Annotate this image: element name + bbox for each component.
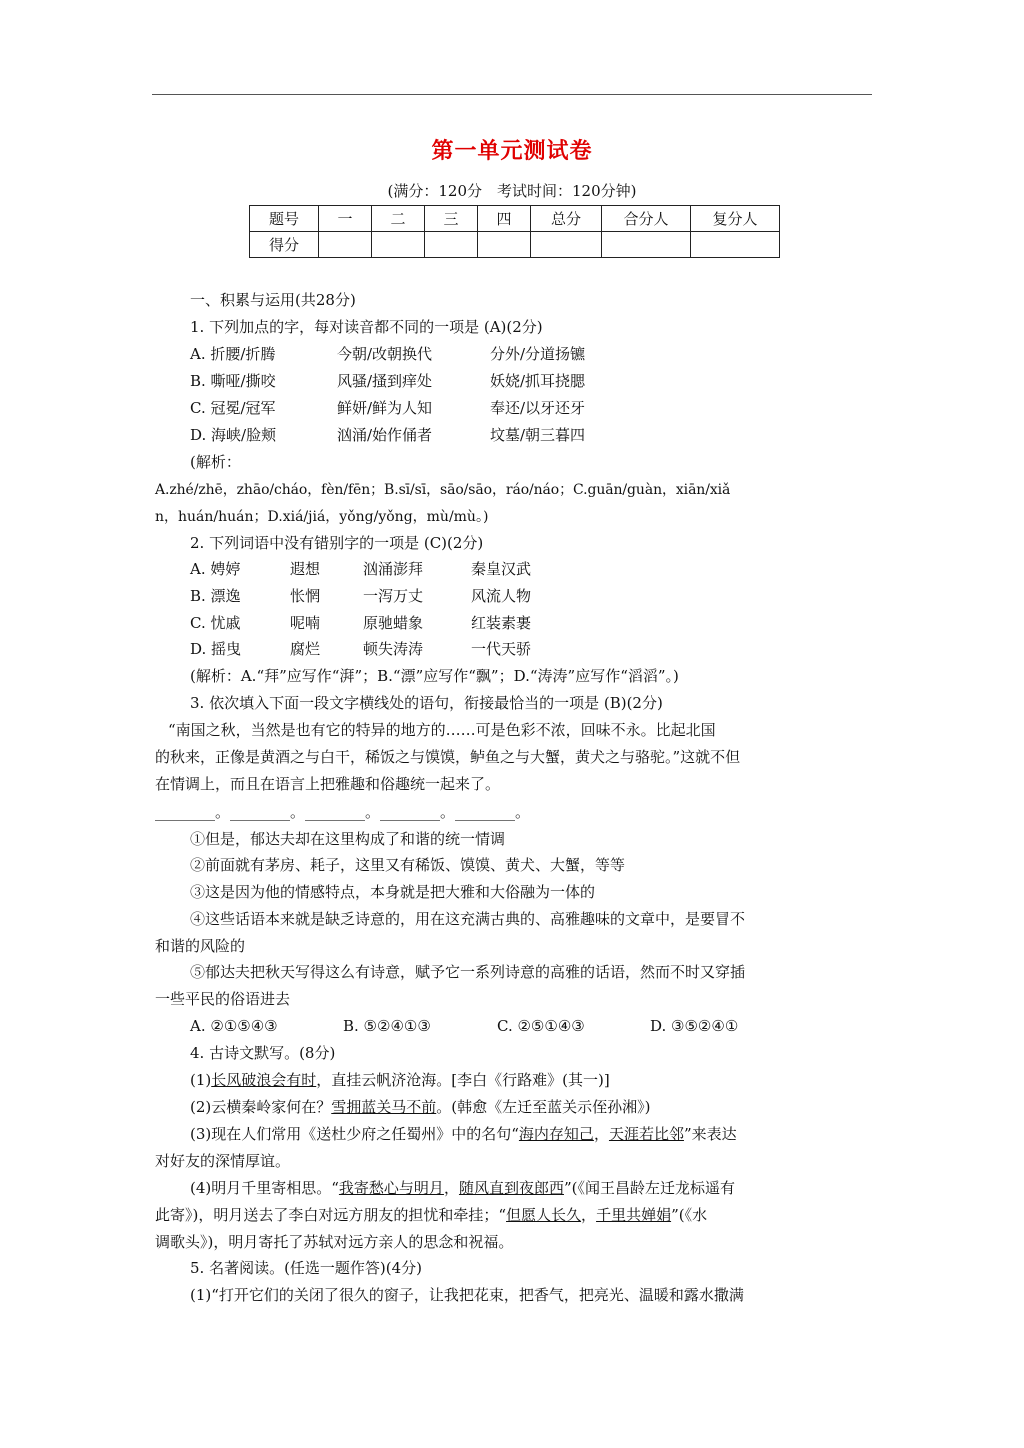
option-text: 一代天骄	[471, 640, 532, 658]
passage-text: “南国之秋，当然是也有它的特异的地方的……可是色彩不浓，回味不永。比起北国	[168, 721, 716, 739]
passage-text: (1)“打开它们的关闭了很久的窗子，让我把花束，把香气，把亮光、温暖和露水撒满	[190, 1286, 744, 1304]
header-rule	[152, 94, 872, 95]
page-title: 第一单元测试卷	[431, 138, 593, 164]
line-text: (1)	[190, 1071, 212, 1089]
line-text: (4)明月千里寄相思。“	[190, 1179, 339, 1197]
line-text: ，	[581, 1206, 597, 1224]
section-heading: 一、积累与运用(共28分)	[190, 291, 356, 309]
poem-line	[190, 1070, 610, 1090]
sentence-option: ⑤郁达夫把秋天写得这么有诗意，赋予它一系列诗意的高雅的话语，然而不时又穿插	[190, 963, 746, 981]
option-text: C. ②⑤①④③	[497, 1017, 585, 1035]
table-cell: 一	[319, 206, 372, 232]
table-cell: 二	[372, 206, 425, 232]
option-text: B. 漂逸	[190, 587, 241, 605]
option-text: 秦皇汉武	[471, 560, 532, 578]
line-text: ”来表达	[683, 1125, 737, 1143]
poem-line	[155, 1205, 707, 1225]
analysis-label: (解析：	[190, 453, 241, 471]
option-text: 原驰蜡象	[363, 614, 424, 632]
score-cell[interactable]	[478, 232, 531, 258]
answer-text: 千里共婵娟	[596, 1206, 672, 1224]
score-cell[interactable]	[319, 232, 372, 258]
table-cell: 复分人	[691, 206, 780, 232]
answer-text: 随风直到夜郎西	[458, 1179, 564, 1197]
line-text: ，	[443, 1179, 459, 1197]
table-row	[250, 206, 780, 232]
score-cell[interactable]	[372, 232, 425, 258]
option-text: C. 冠冕/冠军	[190, 399, 276, 417]
table-cell: 三	[425, 206, 478, 232]
option-text: B. 嘶哑/撕咬	[190, 372, 276, 390]
option-text: 今朝/改朝换代	[337, 345, 433, 363]
option-text: B. ⑤②④①③	[343, 1017, 431, 1035]
sentence-option: ③这是因为他的情感特点，本身就是把大雅和大俗融为一体的	[190, 883, 596, 901]
option-text: D. 摇曳	[190, 640, 242, 658]
option-text: 分外/分道扬镳	[490, 345, 586, 363]
poem-line	[190, 1124, 737, 1144]
line-text: (3)现在人们常用《送杜少府之任蜀州》中的名句“	[190, 1125, 519, 1143]
option-text: 坟墓/朝三暮四	[490, 426, 586, 444]
score-cell[interactable]	[691, 232, 780, 258]
answer-text: 我寄愁心与明月	[338, 1179, 444, 1197]
option-text: 汹涌澎拜	[363, 560, 424, 578]
option-text: 风骚/搔到痒处	[337, 372, 433, 390]
sentence-option: 和谐的风险的	[155, 937, 246, 955]
answer-text: 海内存知己	[518, 1125, 594, 1143]
line-text: (2)云横秦岭家何在？	[190, 1098, 332, 1116]
option-text: 奉还/以牙还牙	[490, 399, 586, 417]
table-cell: 总分	[531, 206, 602, 232]
question-stem: 1. 下列加点的字，每对读音都不同的一项是 (A)(2分)	[190, 318, 543, 336]
sentence-option: ④这些话语本来就是缺乏诗意的，用在这充满古典的、高雅趣味的文章中，是要冒不	[190, 910, 746, 928]
option-text: A. 娉婷	[190, 560, 241, 578]
line-text: 。(韩愈《左迁至蓝关示侄孙湘》)	[436, 1098, 651, 1116]
answer-text: 天涯若比邻	[608, 1125, 684, 1143]
analysis-text: A.zhé/zhē，zhāo/cháo，fèn/fēn；B.sī/sī，sāo/sāo，ráo/náo；C.guān/guàn，xiān/xiǎ	[155, 482, 731, 498]
sentence-option: 一些平民的俗语进去	[155, 990, 291, 1008]
option-text: C. 忧戚	[190, 614, 241, 632]
exam-info: (满分：120分 考试时间：120分钟)	[387, 182, 637, 200]
option-text: A. 折腰/折腾	[190, 345, 276, 363]
passage-text: 在情调上，而且在语言上把雅趣和俗趣统一起来了。	[155, 775, 501, 793]
option-text: 怅惘	[290, 587, 321, 605]
option-text: 一泻万丈	[363, 587, 424, 605]
option-text: 腐烂	[290, 640, 321, 658]
line-text: ，	[593, 1125, 609, 1143]
score-cell[interactable]	[602, 232, 691, 258]
poem-line: 对好友的深情厚谊。	[155, 1152, 291, 1170]
table-cell: 合分人	[602, 206, 691, 232]
score-cell[interactable]	[531, 232, 602, 258]
option-text: 汹涌/始作俑者	[337, 426, 433, 444]
line-text: 此寄》)，明月送去了李白对远方朋友的担忧和牵挂；“	[155, 1206, 507, 1224]
score-cell[interactable]	[425, 232, 478, 258]
line-text: ”(《水	[671, 1206, 708, 1224]
answer-text: 雪拥蓝关马不前	[331, 1098, 437, 1116]
option-text: 鲜妍/鲜为人知	[337, 399, 433, 417]
option-text: 风流人物	[471, 587, 532, 605]
answer-text: 但愿人长久	[506, 1206, 582, 1224]
analysis-text: n，huán/huán；D.xiá/jiá，yǒng/yǒng，mù/mù。)	[155, 509, 489, 525]
question-stem: 4. 古诗文默写。(8分)	[190, 1044, 336, 1062]
sentence-option: ①但是，郁达夫却在这里构成了和谐的统一情调	[190, 830, 506, 848]
score-table	[249, 205, 780, 258]
table-row	[250, 232, 780, 258]
analysis-text: (解析：A.“拜”应写作“湃”；B.“漂”应写作“飘”；D.“涛涛”应写作“滔滔”。)	[190, 667, 679, 685]
table-cell: 得分	[250, 232, 319, 258]
table-cell: 题号	[250, 206, 319, 232]
poem-line	[190, 1178, 735, 1198]
question-stem: 3. 依次填入下面一段文字横线处的语句，衔接最恰当的一项是 (B)(2分)	[190, 694, 663, 712]
question-stem: 2. 下列词语中没有错别字的一项是 (C)(2分)	[190, 534, 484, 552]
option-text: A. ②①⑤④③	[190, 1017, 278, 1035]
option-text: 呢喃	[290, 614, 321, 632]
answer-blanks: ________。________。________。________。________。	[155, 803, 531, 821]
answer-text: 长风破浪会有时	[211, 1071, 317, 1089]
sentence-option: ②前面就有茅房、耗子，这里又有稀饭、馍馍、黄犬、大蟹，等等	[190, 856, 626, 874]
table-cell: 四	[478, 206, 531, 232]
option-text: D. ③⑤②④①	[650, 1017, 739, 1035]
question-stem: 5. 名著阅读。(任选一题作答)(4分)	[190, 1259, 423, 1277]
option-text: 红装素裹	[471, 614, 532, 632]
passage-text: 的秋来，正像是黄酒之与白干，稀饭之与馍馍，鲈鱼之与大蟹，黄犬之与骆驼。”这就不但	[155, 748, 741, 766]
line-text: ”(《闻王昌龄左迁龙标遥有	[563, 1179, 735, 1197]
line-text: ，直挂云帆济沧海。[李白《行路难》(其一)]	[316, 1071, 610, 1089]
option-text: 妖娆/抓耳挠腮	[490, 372, 586, 390]
poem-line	[190, 1097, 650, 1117]
option-text: D. 海峡/脸颊	[190, 426, 277, 444]
poem-line: 调歌头》)，明月寄托了苏轼对远方亲人的思念和祝福。	[155, 1233, 514, 1251]
option-text: 遐想	[290, 560, 321, 578]
option-text: 顿失涛涛	[363, 640, 424, 658]
